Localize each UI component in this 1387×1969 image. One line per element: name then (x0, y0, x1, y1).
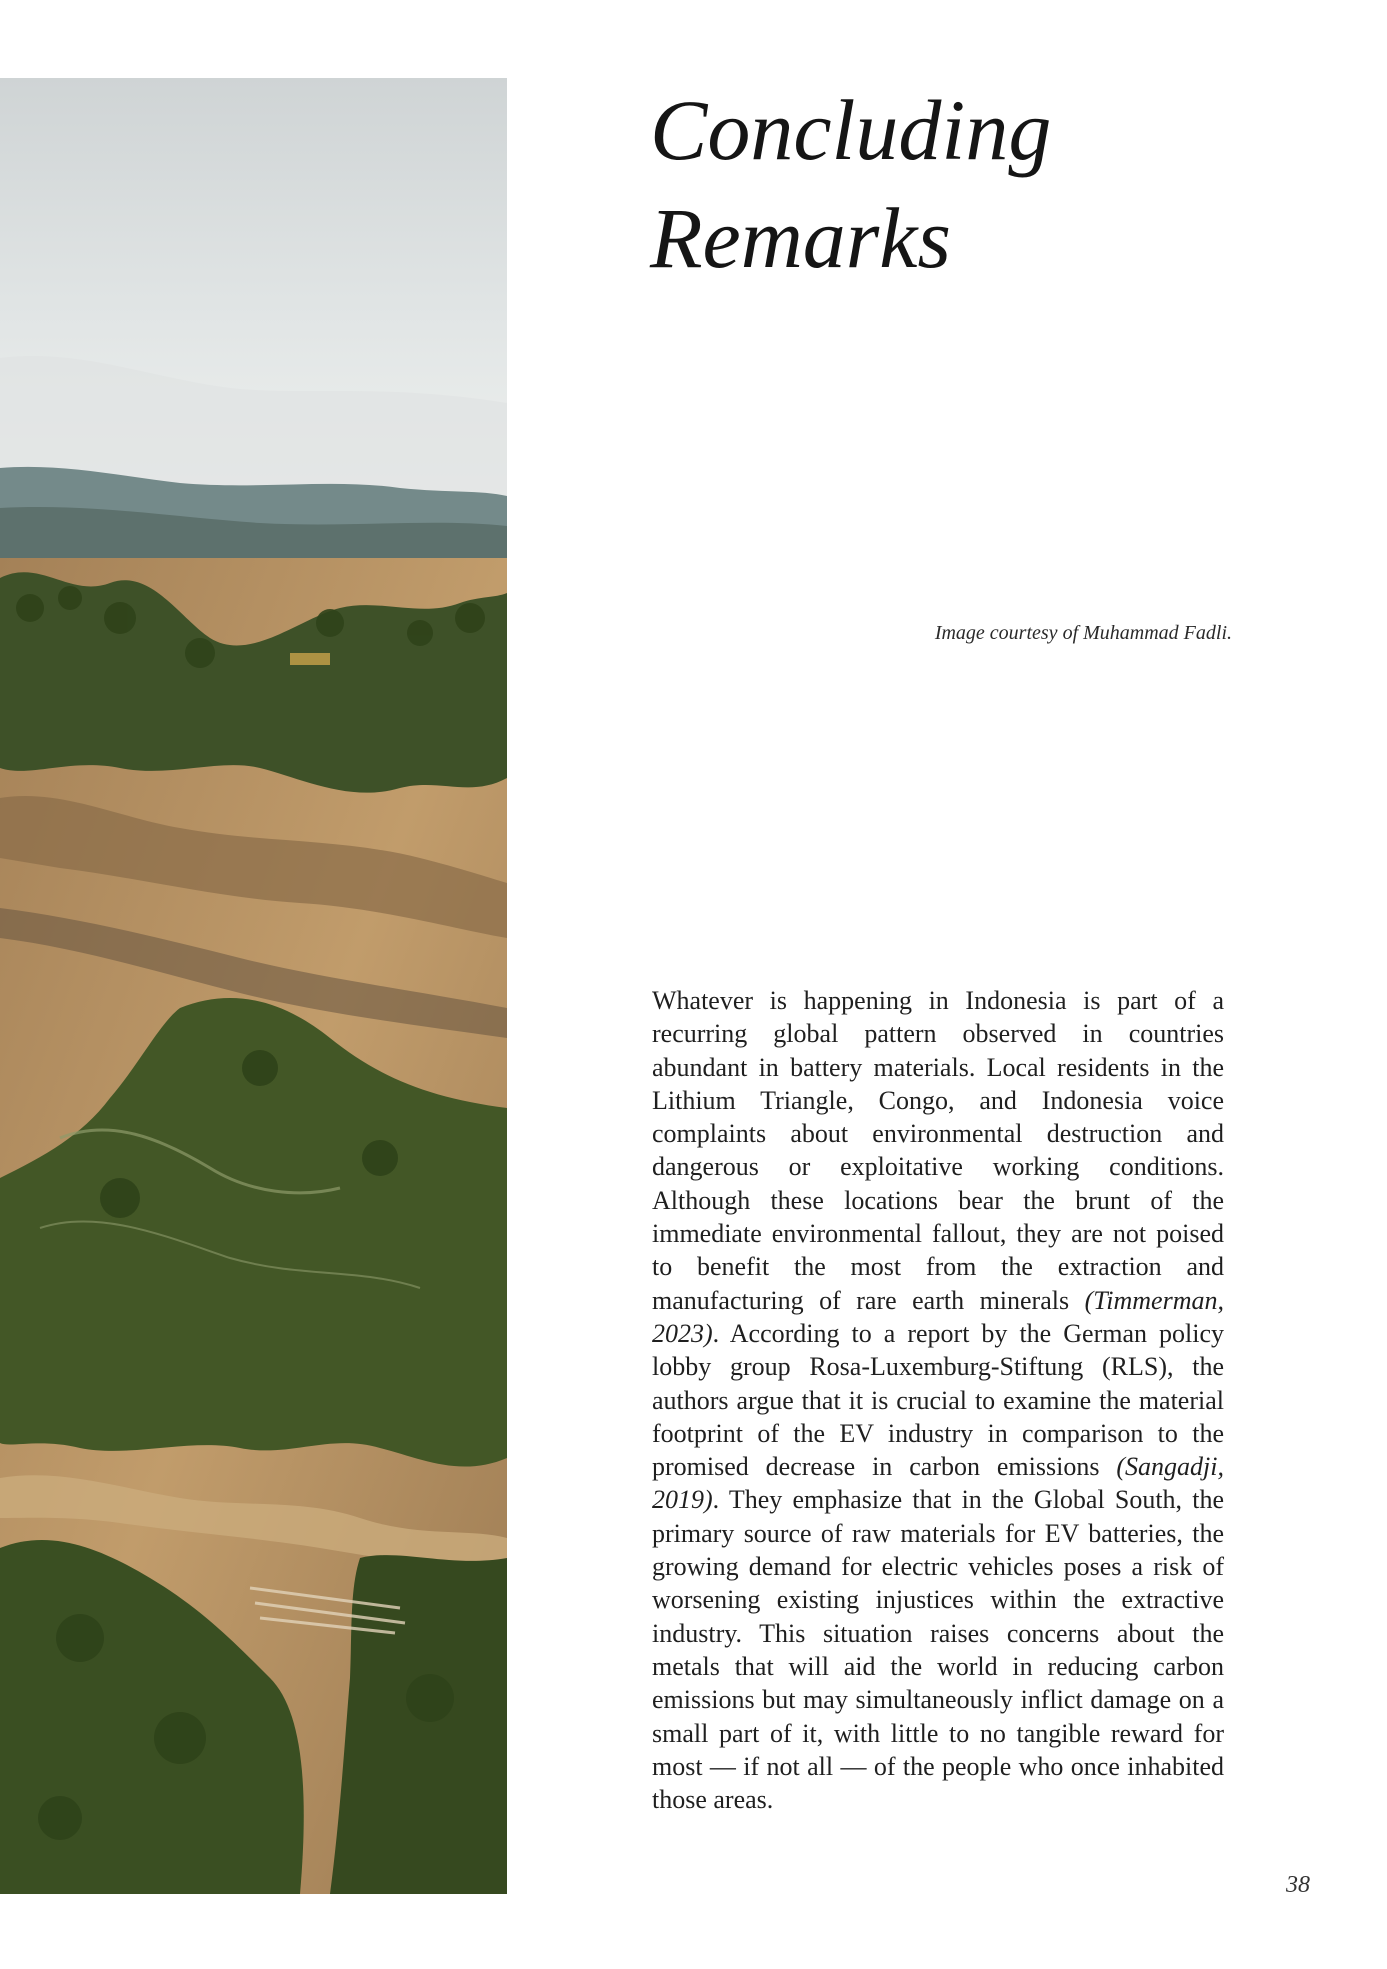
body-text-1: Whatever is happening in Indonesia is part of a recurring global pattern observed in countries abundant in battery materials. Local residents in the Lithium Triangle, Congo, and Indonesia voice complaints about environmental destruction and dangerous or exploitative working conditions. Although these locations bear the brunt of the immediate environmental fallout, they are not poised to benefit the most from the extraction and manufacturing of rare earth minerals (652, 986, 1224, 1315)
image-caption: Image courtesy of Muhammad Fadli. (934, 622, 1232, 644)
body-paragraph (652, 984, 1224, 1816)
deforestation-photo-art (0, 78, 507, 1894)
title-line-1: Concluding (650, 82, 1052, 178)
page-title (650, 76, 1170, 292)
page-number: 38 (1286, 1872, 1310, 1898)
deforestation-photo (0, 78, 507, 1894)
title-line-2: Remarks (650, 190, 951, 286)
body-text-3: . They emphasize that in the Global South, the primary source of raw materials for EV batteries, the growing demand for electric vehicles poses a risk of worsening existing injustices within the extractive industry. This situation raises concerns about the metals that will aid the world in reducing carbon emissions but may simultaneously inflict damage on a small part of it, with little to no tangible reward for most — if not all — of the people who once inhabited those areas. (652, 1485, 1224, 1815)
citation-sangadji: (Sangadji, 2019) (652, 1452, 1224, 1515)
citation-timmerman: (Timmerman, 2023) (652, 1285, 1224, 1348)
body-text-2: . According to a report by the German policy lobby group Rosa-Luxemburg-Stiftung (RLS), the authors argue that it is crucial to examine the material footprint of the EV industry in comparison to the promised decrease in carbon emissions (652, 1318, 1224, 1482)
